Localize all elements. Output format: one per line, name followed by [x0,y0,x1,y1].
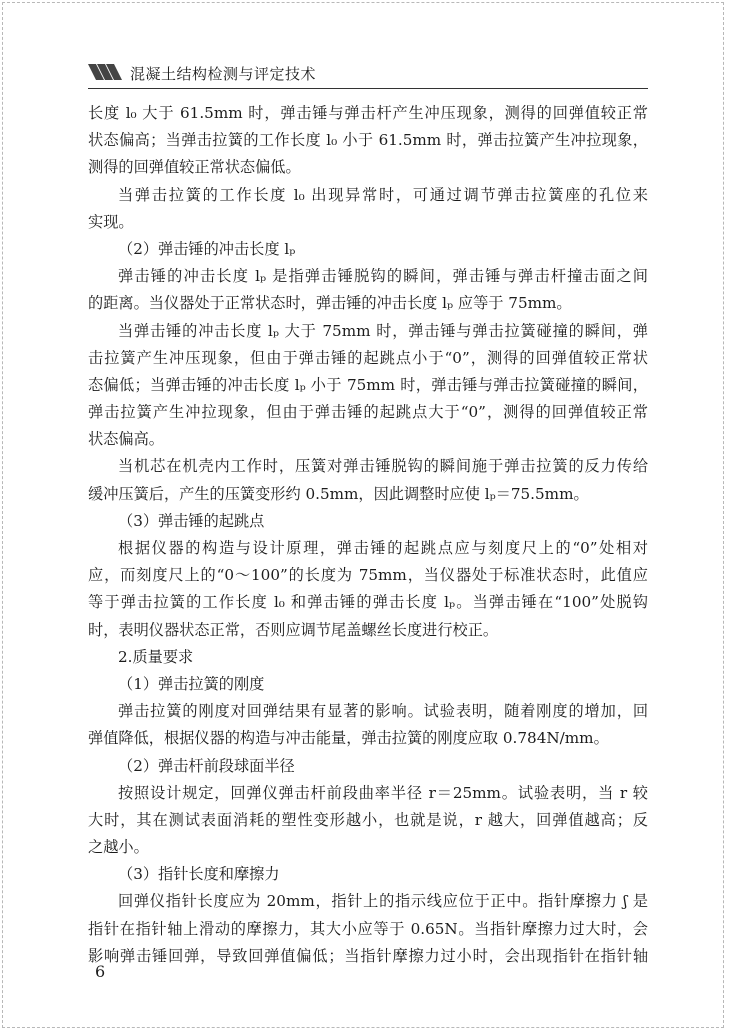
text-line: 回弹仪指针长度应为 20mm，指针上的指示线应位于正中。指针摩擦力 ʃ 是 [118,892,648,911]
section-heading: （3）指针长度和摩擦力 [118,865,280,884]
page-number: 6 [95,962,106,981]
section-heading: （1）弹击拉簧的刚度 [118,674,265,693]
text-line: 状态偏高。 [88,430,164,449]
text-line: 当弹击锤的冲击长度 lₚ 大于 75mm 时，弹击锤与弹击拉簧碰撞的瞬间，弹 [118,321,648,340]
section-heading: （2）弹击杆前段球面半径 [118,756,295,775]
text-line: 弹值降低，根据仪器的构造与冲击能量，弹击拉簧的刚度应取 0.784N/mm。 [88,729,609,748]
text-line: 等于弹击拉簧的工作长度 l₀ 和弹击锤的弹击长度 lₚ。当弹击锤在“100”处脱钩 [88,593,648,612]
header-title: 混凝土结构检测与评定技术 [130,65,317,83]
text-line: 应，而刻度尺上的“0～100”的长度为 75mm，当仪器处于标准状态时，此值应 [88,566,648,585]
text-line: 实现。 [88,212,134,231]
text-line: 弹击拉簧产生冲拉现象，但由于弹击锤的起跳点大于“0”，测得的回弹值较正常 [88,403,648,422]
text-line: 击拉簧产生冲压现象，但由于弹击锤的起跳点小于“0”，测得的回弹值较正常状 [88,348,648,367]
text-line: 按照设计规定，回弹仪弹击杆前段曲率半径 r＝25mm。试验表明，当 r 较 [118,783,648,802]
text-line: 大时，其在测试表面消耗的塑性变形越小，也就是说，r 越大，回弹值越高；反 [88,810,648,829]
text-line: 根据仪器的构造与设计原理，弹击锤的起跳点应与刻度尺上的“0”处相对 [118,539,648,557]
text-line: 缓冲压簧后，产生的压簧变形约 0.5mm，因此调整时应使 lₚ＝75.5mm。 [88,484,589,503]
text-line: 测得的回弹值较正常状态偏低。 [88,158,301,177]
header-stripes-icon [88,64,122,80]
section-heading: （3）弹击锤的起跳点 [118,511,265,530]
text-line: 影响弹击锤回弹，导致回弹值偏低；当指针摩擦力过小时，会出现指针在指针轴 [88,946,648,965]
text-line: 当机芯在机壳内工作时，压簧对弹击锤脱钩的瞬间施于弹击拉簧的反力传给 [118,457,648,476]
section-heading: 2.质量要求 [118,647,194,666]
text-line: 当弹击拉簧的工作长度 l₀ 出现异常时，可通过调节弹击拉簧座的孔位来 [118,185,648,204]
text-line: 长度 l₀ 大于 61.5mm 时，弹击锤与弹击杆产生冲压现象，测得的回弹值较正常 [88,104,648,122]
text-line: 时，表明仪器状态正常，否则应调节尾盖螺丝长度进行校正。 [88,620,499,639]
text-line: 的距离。当仪器处于正常状态时，弹击锤的冲击长度 lₚ 应等于 75mm。 [88,294,572,313]
header-rule [88,88,648,89]
body-text [88,100,648,970]
text-line: 状态偏高；当弹击拉簧的工作长度 l₀ 小于 61.5mm 时，弹击拉簧产生冲拉现象， [88,131,648,150]
text-line: 弹击拉簧的刚度对回弹结果有显著的影响。试验表明，随着刚度的增加，回 [118,702,648,721]
text-line: 指针在指针轴上滑动的摩擦力，其大小应等于 0.65N。当指针摩擦力过大时，会 [88,919,648,938]
text-line: 之越小。 [88,838,149,857]
running-header [88,62,648,84]
section-heading: （2）弹击锤的冲击长度 lₚ [118,239,296,258]
text-line: 态偏低；当弹击锤的冲击长度 lₚ 小于 75mm 时，弹击锤与弹击拉簧碰撞的瞬间， [88,375,648,394]
text-line: 弹击锤的冲击长度 lₚ 是指弹击锤脱钩的瞬间，弹击锤与弹击杆撞击面之间 [118,267,648,286]
